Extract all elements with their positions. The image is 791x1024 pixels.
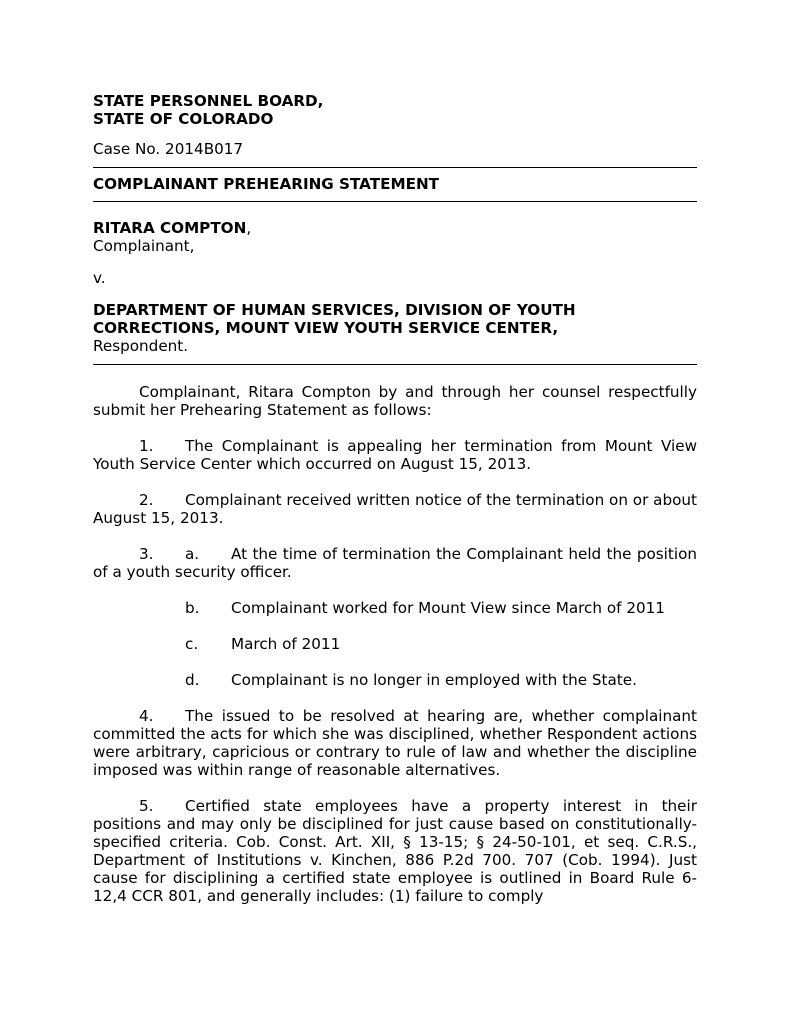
versus: v. bbox=[93, 269, 106, 287]
subparagraph-letter: a. bbox=[185, 545, 200, 563]
respondent-line2: CORRECTIONS, MOUNT VIEW YOUTH SERVICE CENTER, bbox=[93, 319, 559, 337]
document-page bbox=[93, 92, 697, 905]
subparagraph-letter: d. bbox=[185, 671, 200, 689]
respondent-block bbox=[93, 301, 697, 355]
divider-title bbox=[93, 201, 697, 202]
paragraph-text: The Complainant is appealing her termination from Mount View Youth Service Center which occurred on August 15, 2013. bbox=[93, 437, 697, 473]
subparagraph-text: Complainant worked for Mount View since March of 2011 bbox=[231, 599, 665, 617]
board-name bbox=[93, 92, 697, 128]
paragraph-4 bbox=[93, 707, 697, 779]
divider-parties bbox=[93, 364, 697, 365]
subparagraph-letter: c. bbox=[185, 635, 199, 653]
subparagraph-text: Complainant is no longer in employed with the State. bbox=[231, 671, 637, 689]
subparagraph-d bbox=[93, 671, 697, 689]
complainant-comma: , bbox=[246, 219, 252, 237]
intro-paragraph: Complainant, Ritara Compton by and through her counsel respectfully submit her Prehearing Statement as follows: bbox=[93, 383, 697, 419]
paragraph-number: 4. bbox=[139, 707, 154, 725]
paragraph-1 bbox=[93, 437, 697, 473]
paragraph-number: 3. bbox=[139, 545, 154, 563]
complainant-name: RITARA COMPTON bbox=[93, 219, 247, 237]
paragraph-3 bbox=[93, 545, 697, 581]
paragraph-text: Certified state employees have a property interest in their positions and may only be disciplined for just cause based on constitutionally-specified criteria. Cob. Const. Art. XII, § 13-15; § 24-50-101, et seq. C.R.S., Department of Institutions v. Kinchen, 886 P.2d 700. 707 (Cob. 1994). Just cause for disciplining a certified state employee is outlined in Board Rule 6- 12,4 CCR 801, and generally includes: (1) failure to comply bbox=[93, 797, 697, 905]
respondent-role: Respondent. bbox=[93, 337, 189, 355]
divider-top bbox=[93, 167, 697, 168]
subparagraph-c bbox=[93, 635, 697, 653]
subparagraph-text: March of 2011 bbox=[231, 635, 341, 653]
paragraph-text: Complainant received written notice of the termination on or about August 15, 2013. bbox=[93, 491, 697, 527]
subparagraph-b bbox=[93, 599, 697, 617]
paragraph-text: At the time of termination the Complainant held the position of a youth security officer. bbox=[93, 545, 697, 581]
complainant-block bbox=[93, 219, 697, 255]
paragraph-2 bbox=[93, 491, 697, 527]
board-name-line1: STATE PERSONNEL BOARD, bbox=[93, 92, 324, 110]
paragraph-number: 5. bbox=[139, 797, 154, 815]
paragraph-text: The issued to be resolved at hearing are, whether complainant committed the acts for which she was disciplined, whether Respondent actions were arbitrary, capricious or contrary to rule of law and whether the discipline imposed was within range of reasonable alternatives. bbox=[93, 707, 697, 779]
board-name-line2: STATE OF COLORADO bbox=[93, 110, 274, 128]
case-number: Case No. 2014B017 bbox=[93, 140, 244, 158]
complainant-role: Complainant, bbox=[93, 237, 195, 255]
paragraph-number: 2. bbox=[139, 491, 154, 509]
subparagraph-letter: b. bbox=[185, 599, 200, 617]
document-title: COMPLAINANT PREHEARING STATEMENT bbox=[93, 175, 440, 193]
paragraph-5 bbox=[93, 797, 697, 905]
paragraph-number: 1. bbox=[139, 437, 154, 455]
respondent-line1: DEPARTMENT OF HUMAN SERVICES, DIVISION OF YOUTH bbox=[93, 301, 576, 319]
